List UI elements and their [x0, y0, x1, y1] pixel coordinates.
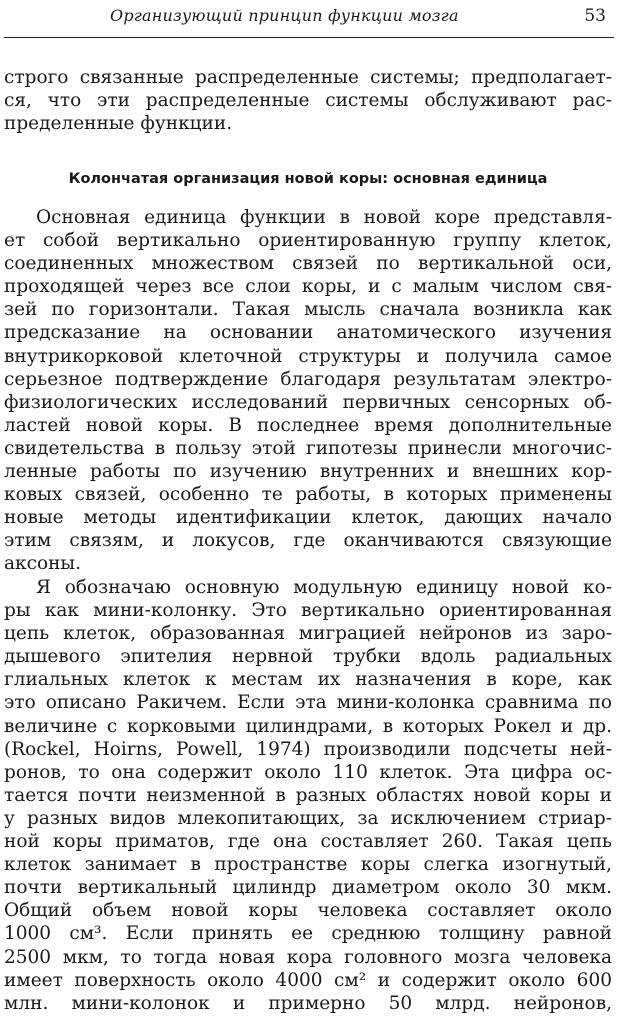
text-line: величине с корковыми цилиндрами, в которых Рокел и др. — [4, 715, 612, 737]
text-line: ет собой вертикально ориентированную группу клеток, — [4, 230, 612, 252]
text-line: ковых связей, особенно те работы, в которых применены — [4, 484, 612, 506]
text-line: клеток занимает в пространстве коры слегка изогнутый, — [4, 854, 612, 876]
text-line: ронов, то она содержит около 110 клеток. Эта цифра ос- — [4, 761, 612, 783]
running-title: Организующий принцип функции мозга — [110, 6, 459, 25]
text-line: Основная единица функции в новой коре представля- — [36, 207, 612, 228]
text-line: цепь клеток, образованная миграцией нейронов из заро- — [4, 623, 612, 645]
text-line: серьезное подтверждение благодаря результатам электро- — [4, 368, 612, 390]
text-line: имеет поверхность около 4000 см² и содержит около 600 — [4, 969, 612, 991]
text-line: новые методы идентификации клеток, дающих начало — [4, 507, 612, 529]
text-line: ся, что эти распределенные системы обслуживают рас- — [4, 90, 612, 112]
text-line: соединенных множеством связей по вертикальной оси, — [4, 253, 612, 275]
text-line: почти вертикальный цилиндр диаметром около 30 мкм. — [4, 877, 612, 899]
text-line: (Rockel, Hoirns, Powell, 1974) производили подсчеты ней- — [4, 738, 612, 760]
text-line: у разных видов млекопитающих, за исключением стриар- — [4, 807, 612, 829]
text-line: тается почти неизменной в разных областях новой коры и — [4, 784, 612, 806]
paragraph-1 — [4, 206, 612, 576]
text-line: 2500 мкм, то тогда новая кора головного мозга человека — [4, 946, 612, 968]
text-line: 1000 см³. Если принять ее среднюю толщину равной — [4, 923, 612, 945]
text-line: ластей новой коры. В последнее время дополнительные — [4, 414, 612, 436]
text-line: Общий объем новой коры человека составляет около — [4, 900, 612, 922]
text-line: свидетельства в пользу этой гипотезы принесли многочис- — [4, 437, 612, 459]
text-line: ленные работы по изучению внутренних и внешних кор- — [4, 461, 612, 483]
intro-paragraph — [4, 66, 612, 135]
text-line: это описано Ракичем. Если эта мини-колонка сравнима по — [4, 692, 612, 714]
text-line: внутрикорковой клеточной структуры и получила самое — [4, 345, 612, 367]
text-line: ной коры приматов, где она составляет 260. Такая цепь — [4, 831, 612, 853]
paragraph-2 — [4, 576, 612, 1015]
text-line: млн. мини-колонок и примерно 50 млрд. нейронов, — [4, 992, 612, 1014]
text-line: дышевого эпителия нервной трубки вдоль радиальных — [4, 646, 612, 668]
text-line: проходящей через все слои коры, и с малым числом свя- — [4, 276, 612, 298]
text-line: пределенные функции. — [4, 113, 233, 135]
text-line: строго связанные распределенные системы; предполагает- — [4, 67, 612, 88]
text-line: ры как мини-колонку. Это вертикально ориентированная — [4, 600, 612, 622]
text-line: физиологических исследований первичных сенсорных об- — [4, 391, 612, 413]
text-line: аксоны. — [4, 553, 82, 575]
header-rule — [4, 37, 614, 38]
text-line: зей по горизонтали. Такая мысль сначала возникла как — [4, 299, 612, 321]
section-heading: Колончатая организация новой коры: основная единица — [68, 171, 548, 187]
text-line: предсказание на основании анатомического изучения — [4, 322, 612, 344]
running-header — [0, 6, 620, 32]
text-line: Я обозначаю основную модульную единицу новой ко- — [36, 577, 612, 598]
page-number: 53 — [584, 6, 606, 26]
text-line: этим связям, и локусов, где оканчиваются связующие — [4, 530, 612, 552]
text-line: глиальных клеток к местам их назначения в коре, как — [4, 669, 612, 691]
